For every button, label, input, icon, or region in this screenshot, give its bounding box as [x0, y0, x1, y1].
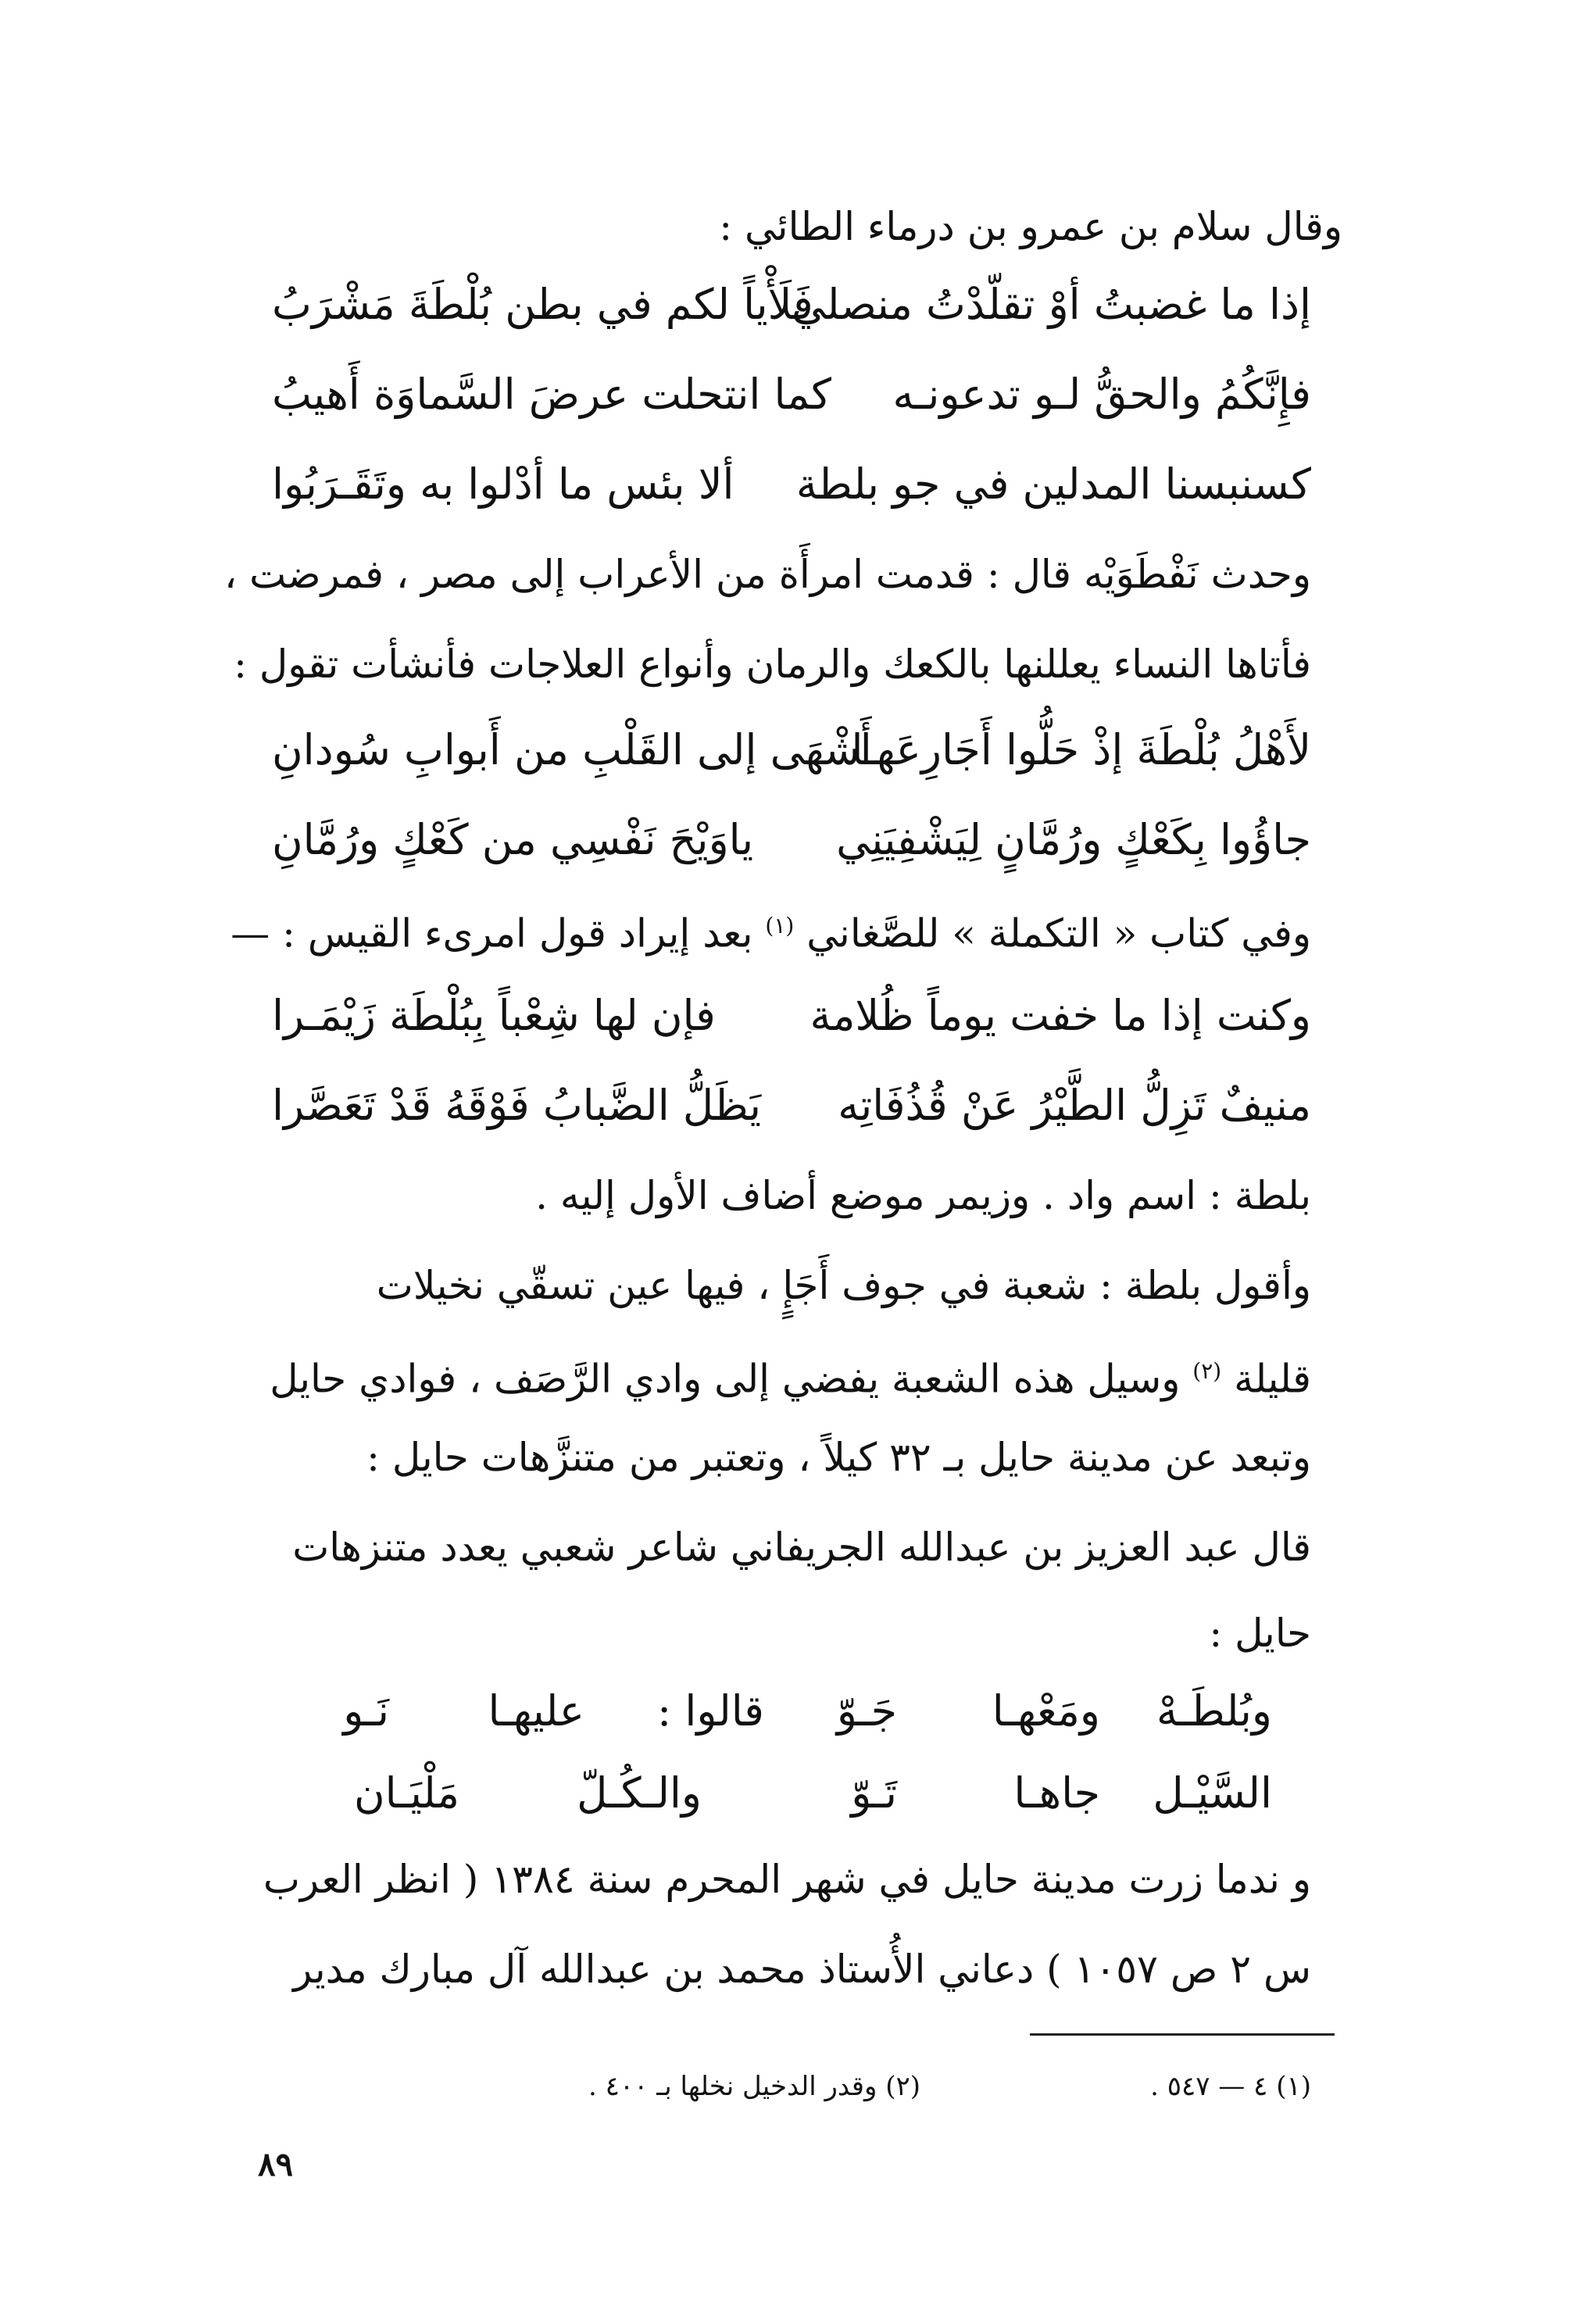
poem3-verse1-right: وكنت إذا ما خفت يوماً ظُلامة	[810, 991, 1311, 1040]
poem2-verse1-right: لأَهْلُ بُلْطَةَ إذْ حَلُّوا أَجَارِعَهـا	[851, 725, 1311, 774]
para2-text-before: وفي كتاب « التكملة » للصَّغاني	[806, 910, 1311, 956]
footnote-2: (٢) وقدر الدخيل نخلها بـ ٤٠٠ .	[588, 2071, 920, 2102]
para4-line1: قال عبد العزيز بن عبدالله الجريفاني شاعر شعبي يعدد متنزهات	[292, 1525, 1311, 1570]
footnote-ref-1: (١)	[765, 913, 795, 939]
poem1-verse3-left: ألا بئس ما أدْلوا به وتَقَـرَبُوا	[272, 459, 734, 509]
para3-line3: وتبعد عن مدينة حايل بـ ٣٢ كيلاً ، وتعتبر من متنزَّهات حايل :	[366, 1435, 1311, 1480]
folk-word: جَـوّ	[836, 1686, 897, 1736]
para5-line1: و ندما زرت مدينة حايل في شهر المحرم سنة ١٣٨٤ ( انظر العرب	[263, 1857, 1311, 1902]
page-number: ٨٩	[258, 2145, 294, 2183]
para4-line2: حايل :	[1209, 1611, 1311, 1656]
para2-line	[231, 891, 1311, 969]
poem2-verse1-left: أَشْهَى إلى القَلْبِ من أَبوابِ سُودانِ	[272, 725, 872, 774]
folk-word: السَّيْـل	[1153, 1768, 1272, 1818]
poem3-verse1-left: فإن لها شِعْباً بِبُلْطَة زَيْمَـرا	[272, 991, 716, 1040]
para5-line2: س ٢ ص ١٠٥٧ ) دعاني الأُستاذ محمد بن عبدالله آل مبارك مدير	[293, 1947, 1311, 1992]
para1-line2: فأتاها النساء يعللنها بالكعك والرمان وأنواع العلاجات فأنشأت تقول :	[234, 642, 1311, 687]
folk-word: قالوا :	[657, 1686, 764, 1736]
poem1-verse2-right: فإِنَّكُمُ والحقُّ لـو تدعونـه	[892, 370, 1311, 419]
folk-word: والـكُـلّ	[577, 1768, 702, 1818]
poem1-verse1-right: إذا ما غضبتُ أوْ تقلّدْتُ منصلي	[791, 280, 1311, 329]
para3-line1: وأقول بلطة : شعبة في جوف أَجَإٍ ، فيها عين تسقّي نخيلات	[376, 1263, 1311, 1308]
folk-word: جاهـا	[1013, 1768, 1100, 1818]
poem3-verse2-left: يَظَلُّ الضَّبابُ فَوْقَهُ قَدْ تَعَصَّرا	[272, 1081, 762, 1130]
poem1-verse2-left: كما انتحلت عرضَ السَّماوَة أَهيبُ	[272, 370, 831, 419]
poem3-verse2-right: منيفٌ تَزِلُّ الطَّيْرُ عَنْ قُذُفَاتِه	[838, 1081, 1311, 1130]
poem1-verse1-left: فَلَأْياً لكم في بطن بُلْطَةَ مَشْرَبُ	[272, 280, 813, 329]
intro-line: وقال سلام بن عمرو بن درماء الطائي :	[719, 204, 1342, 249]
para2-text-after: بعد إيراد قول امرىء القيس : —	[231, 910, 753, 956]
para3-line2-rest: وسيل هذه الشعبة يفضي إلى وادي الرَّصَف ، فوادي حايل	[270, 1356, 1181, 1402]
folk-word: عليهـا	[488, 1686, 584, 1736]
para3-line2	[270, 1336, 1311, 1414]
folk-word: ومَعْهـا	[992, 1686, 1100, 1736]
footnote-ref-2: (٢)	[1192, 1358, 1222, 1384]
footnote-rule	[1030, 2033, 1335, 2036]
folk-word: وبُلطَـهْ	[1156, 1686, 1272, 1736]
folk-word: مَلْيَـان	[353, 1768, 459, 1818]
gloss-line: بلطة : اسم واد . وزيمر موضع أضاف الأول إليه .	[535, 1173, 1311, 1218]
poem2-verse2-right: جاؤُوا بِكَعْكٍ ورُمَّانٍ لِيَشْفِيَنِي	[836, 815, 1311, 864]
para1-line1: وحدث نَفْطَوَيْه قال : قدمت امرأَة من الأعراب إلى مصر ، فمرضت ،	[224, 552, 1311, 597]
poem2-verse2-left: ياوَيْحَ نَفْسِي من كَعْكٍ ورُمَّانِ	[272, 815, 754, 864]
folk-word: تَـوّ	[851, 1768, 897, 1818]
para3-line2-start: قليلة	[1234, 1356, 1311, 1402]
footnote-1: (١) ٤ — ٥٤٧ .	[1150, 2071, 1311, 2102]
poem1-verse3-right: كسنبسنا المدلين في جو بلطة	[795, 459, 1311, 509]
folk-word: نَـو	[343, 1686, 389, 1736]
